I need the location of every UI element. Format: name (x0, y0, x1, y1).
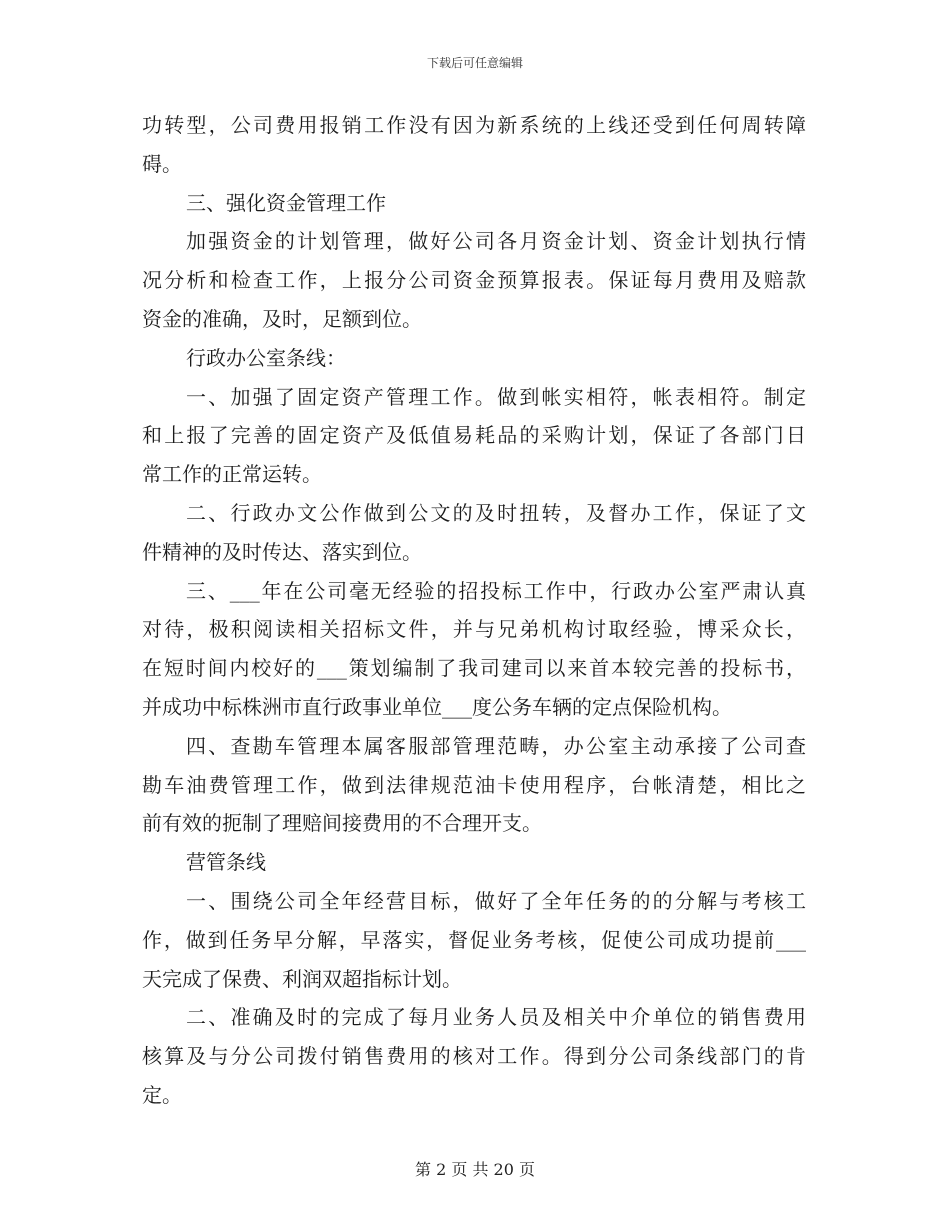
text-line: 前有效的扼制了理赔间接费用的不合理开支。 (142, 811, 542, 836)
page-number: 第 2 页 共 20 页 (415, 1160, 535, 1179)
text-line: 一、围绕公司全年经营目标，做好了全年任务的的分解与考核工 (186, 888, 806, 913)
text-line: 营管条线 (186, 850, 266, 875)
text-line: 二、准确及时的完成了每月业务人员及相关中介单位的销售费用 (186, 1005, 806, 1030)
text-line: 行政办公室条线： (186, 345, 346, 370)
text-line: 资金的准确，及时，足额到位。 (142, 306, 422, 331)
text-line: 核算及与分公司拨付销售费用的核对工作。得到分公司条线部门的肯 (142, 1044, 806, 1069)
text-line: 加强资金的计划管理，做好公司各月资金计划、资金计划执行情 (186, 229, 806, 254)
text-line: 碍。 (142, 151, 182, 176)
text-line: 作，做到任务早分解，早落实，督促业务考核，促使公司成功提前___ (142, 927, 806, 952)
text-line: 并成功中标株洲市直行政事业单位___度公务车辆的定点保险机构。 (142, 694, 732, 719)
text-line: 况分析和检查工作，上报分公司资金预算报表。保证每月费用及赔款 (142, 268, 806, 293)
text-line: 在短时间内校好的___策划编制了我司建司以来首本较完善的投标书， (142, 656, 806, 681)
text-line: 天完成了保费、利润双超指标计划。 (142, 966, 462, 991)
text-line: 常工作的正常运转。 (142, 462, 322, 487)
text-line: 和上报了完善的固定资产及低值易耗品的采购计划，保证了各部门日 (142, 423, 806, 448)
document-body (142, 106, 806, 1115)
text-line: 四、查勘车管理本属客服部管理范畴，办公室主动承接了公司查 (186, 733, 806, 758)
text-line: 件精神的及时传达、落实到位。 (142, 539, 422, 564)
text-line: 功转型，公司费用报销工作没有因为新系统的上线还受到任何周转障 (142, 113, 806, 137)
text-line: 三、强化资金管理工作 (186, 190, 386, 215)
text-line: 三、___年在公司毫无经验的招投标工作中，行政办公室严肃认真 (186, 578, 806, 603)
text-line: 对待，极积阅读相关招标文件，并与兄弟机构讨取经验，博采众长， (142, 617, 806, 642)
text-line: 定。 (142, 1082, 182, 1107)
text-line: 勘车油费管理工作，做到法律规范油卡使用程序，台帐清楚，相比之 (142, 772, 806, 797)
text-line: 二、行政办文公作做到公文的及时扭转，及督办工作，保证了文 (186, 500, 806, 525)
page-header: 下载后可任意编辑 (426, 56, 523, 70)
text-line: 一、加强了固定资产管理工作。做到帐实相符，帐表相符。制定 (186, 384, 806, 409)
